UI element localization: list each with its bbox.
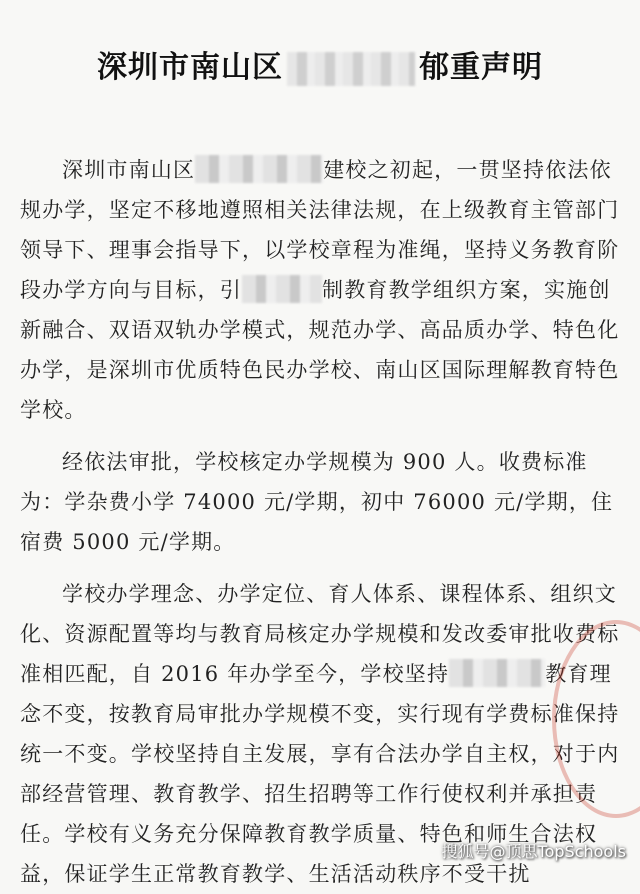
redacted-block [287, 52, 415, 86]
title-part-1: 深圳市南山区 [97, 50, 283, 85]
redacted-block [195, 155, 323, 183]
redacted-block [242, 275, 322, 303]
paragraph-2: 经依法审批，学校核定办学规模为 900 人。收费标准为：学杂费小学 74000 元/学期，初中 76000 元/学期，住宿费 5000 元/学期。 [20, 450, 614, 554]
p3-text-a: 学校办学理念、办学定位、育人体系、课程体系、组织文化、资源配置等均与教育局核定办学规模和发改委审批收费标准相匹配，自 2016 年办学至今，学校坚持 [20, 582, 620, 686]
document-title [0, 42, 640, 86]
p1-text-b: 建校之初起，一贯坚持依法依规办学，坚定不移地遵照相关法律法规，在上级教育主管部门领导下、理事会指导下，以学校章程为准绳，坚持义务教育阶段办学方向与目标，引 [20, 158, 620, 302]
p1-text-a: 深圳市南山区 [62, 158, 196, 182]
watermark-text: 搜狐号@顶思TopSchools [441, 842, 626, 861]
p3-text-b: 教育理念不变，按教育局审批办学规模不变，实行现有学费标准保持统一不变。学校坚持自主发展，享有合法办学自主权，对于内部经营管理、教育教学、招生招聘等工作行使权利并承担责任。学校有义务充分保障教育教学质量、特色和师生合法权益，保证学生正常教育教学、生活活动秩序不受干扰 [20, 662, 620, 886]
document-body [20, 150, 626, 894]
p1-text-c: 制教育教学组织方案，实施创新融合、双语双轨办学模式，规范办学、高品质办学、特色化办学，是深圳市优质特色民办学校、南山区国际理解教育特色学校。 [20, 278, 620, 422]
paragraph-1 [20, 150, 626, 430]
title-part-2: 郁重声明 [419, 50, 543, 85]
redacted-block [449, 659, 545, 687]
